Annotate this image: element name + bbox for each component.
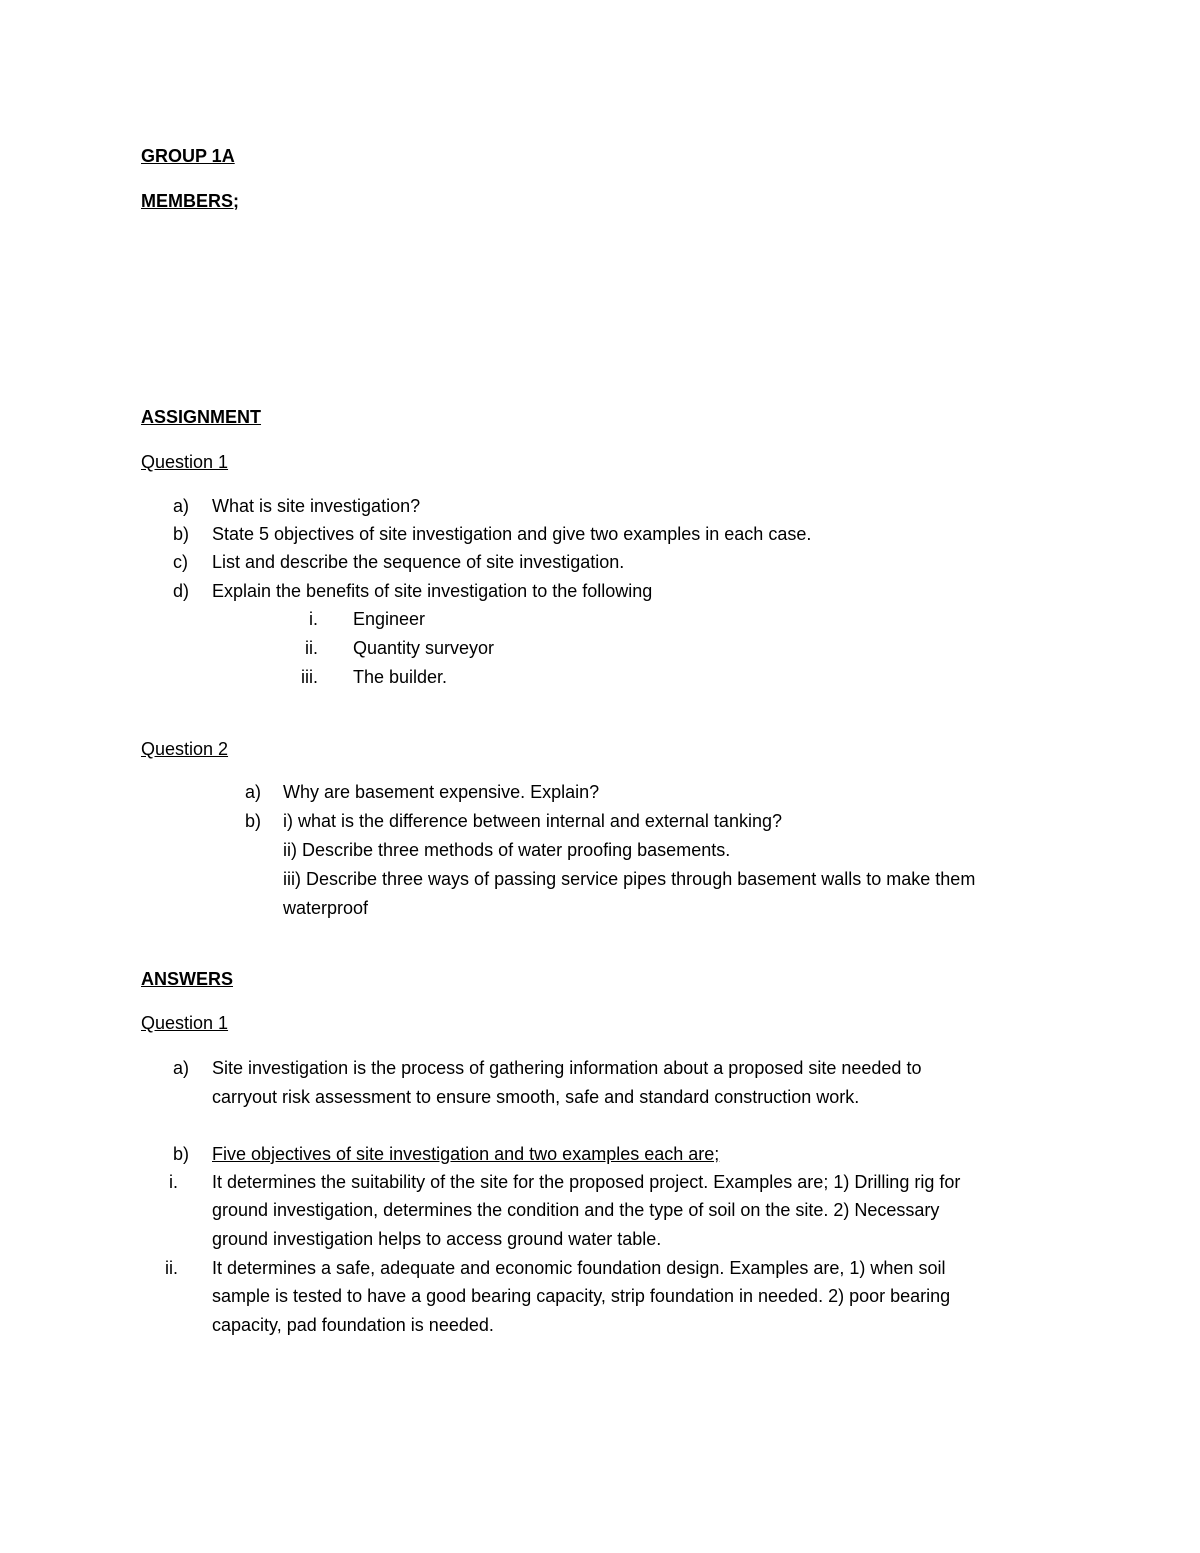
list-item-label: a)	[173, 1058, 190, 1078]
sublist-item-label: iii.	[301, 667, 318, 687]
list-item-text: State 5 objectives of site investigation and give two examples in each case.	[212, 524, 812, 544]
objective-text-line: It determines a safe, adequate and economic foundation design. Examples are, 1) when soil	[212, 1258, 946, 1278]
assignment-question-1-title: Question 1	[141, 452, 229, 472]
list-item-continuation: waterproof	[283, 898, 369, 918]
objective-text-line: It determines the suitability of the site for the proposed project. Examples are; 1) Drilling rig for	[212, 1172, 961, 1192]
objective-text-line: sample is tested to have a good bearing capacity, strip foundation in needed. 2) poor bearing	[212, 1286, 951, 1306]
sublist-item-text: Quantity surveyor	[353, 638, 495, 658]
answers-heading: ANSWERS	[141, 969, 234, 989]
list-item-label: b)	[173, 524, 190, 544]
sublist-item-text: Engineer	[353, 609, 426, 629]
list-item-text: Explain the benefits of site investigation to the following	[212, 581, 653, 601]
list-item-label: b)	[173, 1144, 190, 1164]
list-item-label: b)	[245, 811, 262, 831]
list-item-label: a)	[245, 782, 262, 802]
list-item-continuation: ii) Describe three methods of water proofing basements.	[283, 840, 731, 860]
answers-question-1-title: Question 1	[141, 1013, 229, 1033]
list-item-label: c)	[173, 552, 188, 572]
list-item-text: List and describe the sequence of site investigation.	[212, 552, 625, 572]
sublist-item-label: i.	[309, 609, 318, 629]
objective-text-line: ground investigation, determines the condition and the type of soil on the site. 2) Necessary	[212, 1200, 940, 1220]
sublist-item-label: ii.	[305, 638, 318, 658]
objective-text-line: ground investigation helps to access ground water table.	[212, 1229, 662, 1249]
list-item-label: a)	[173, 496, 190, 516]
sublist-item-text: The builder.	[353, 667, 448, 687]
assignment-question-2-title: Question 2	[141, 739, 229, 759]
members-heading: MEMBERS;	[141, 191, 239, 211]
list-item-text: Why are basement expensive. Explain?	[283, 782, 600, 802]
objective-label: i.	[169, 1172, 178, 1192]
answer-text-line: carryout risk assessment to ensure smooth, safe and standard construction work.	[212, 1087, 860, 1107]
answer-text-line: Site investigation is the process of gathering information about a proposed site needed to	[212, 1058, 922, 1078]
list-item-label: d)	[173, 581, 190, 601]
list-item-continuation: iii) Describe three ways of passing service pipes through basement walls to make them	[283, 869, 976, 889]
objective-text-line: capacity, pad foundation is needed.	[212, 1315, 494, 1335]
answer-subheading: Five objectives of site investigation and two examples each are;	[212, 1144, 720, 1164]
objective-label: ii.	[165, 1258, 178, 1278]
list-item-text: What is site investigation?	[212, 496, 421, 516]
list-item-text: i) what is the difference between internal and external tanking?	[283, 811, 782, 831]
assignment-heading: ASSIGNMENT	[141, 407, 262, 427]
group-heading: GROUP 1A	[141, 146, 235, 166]
